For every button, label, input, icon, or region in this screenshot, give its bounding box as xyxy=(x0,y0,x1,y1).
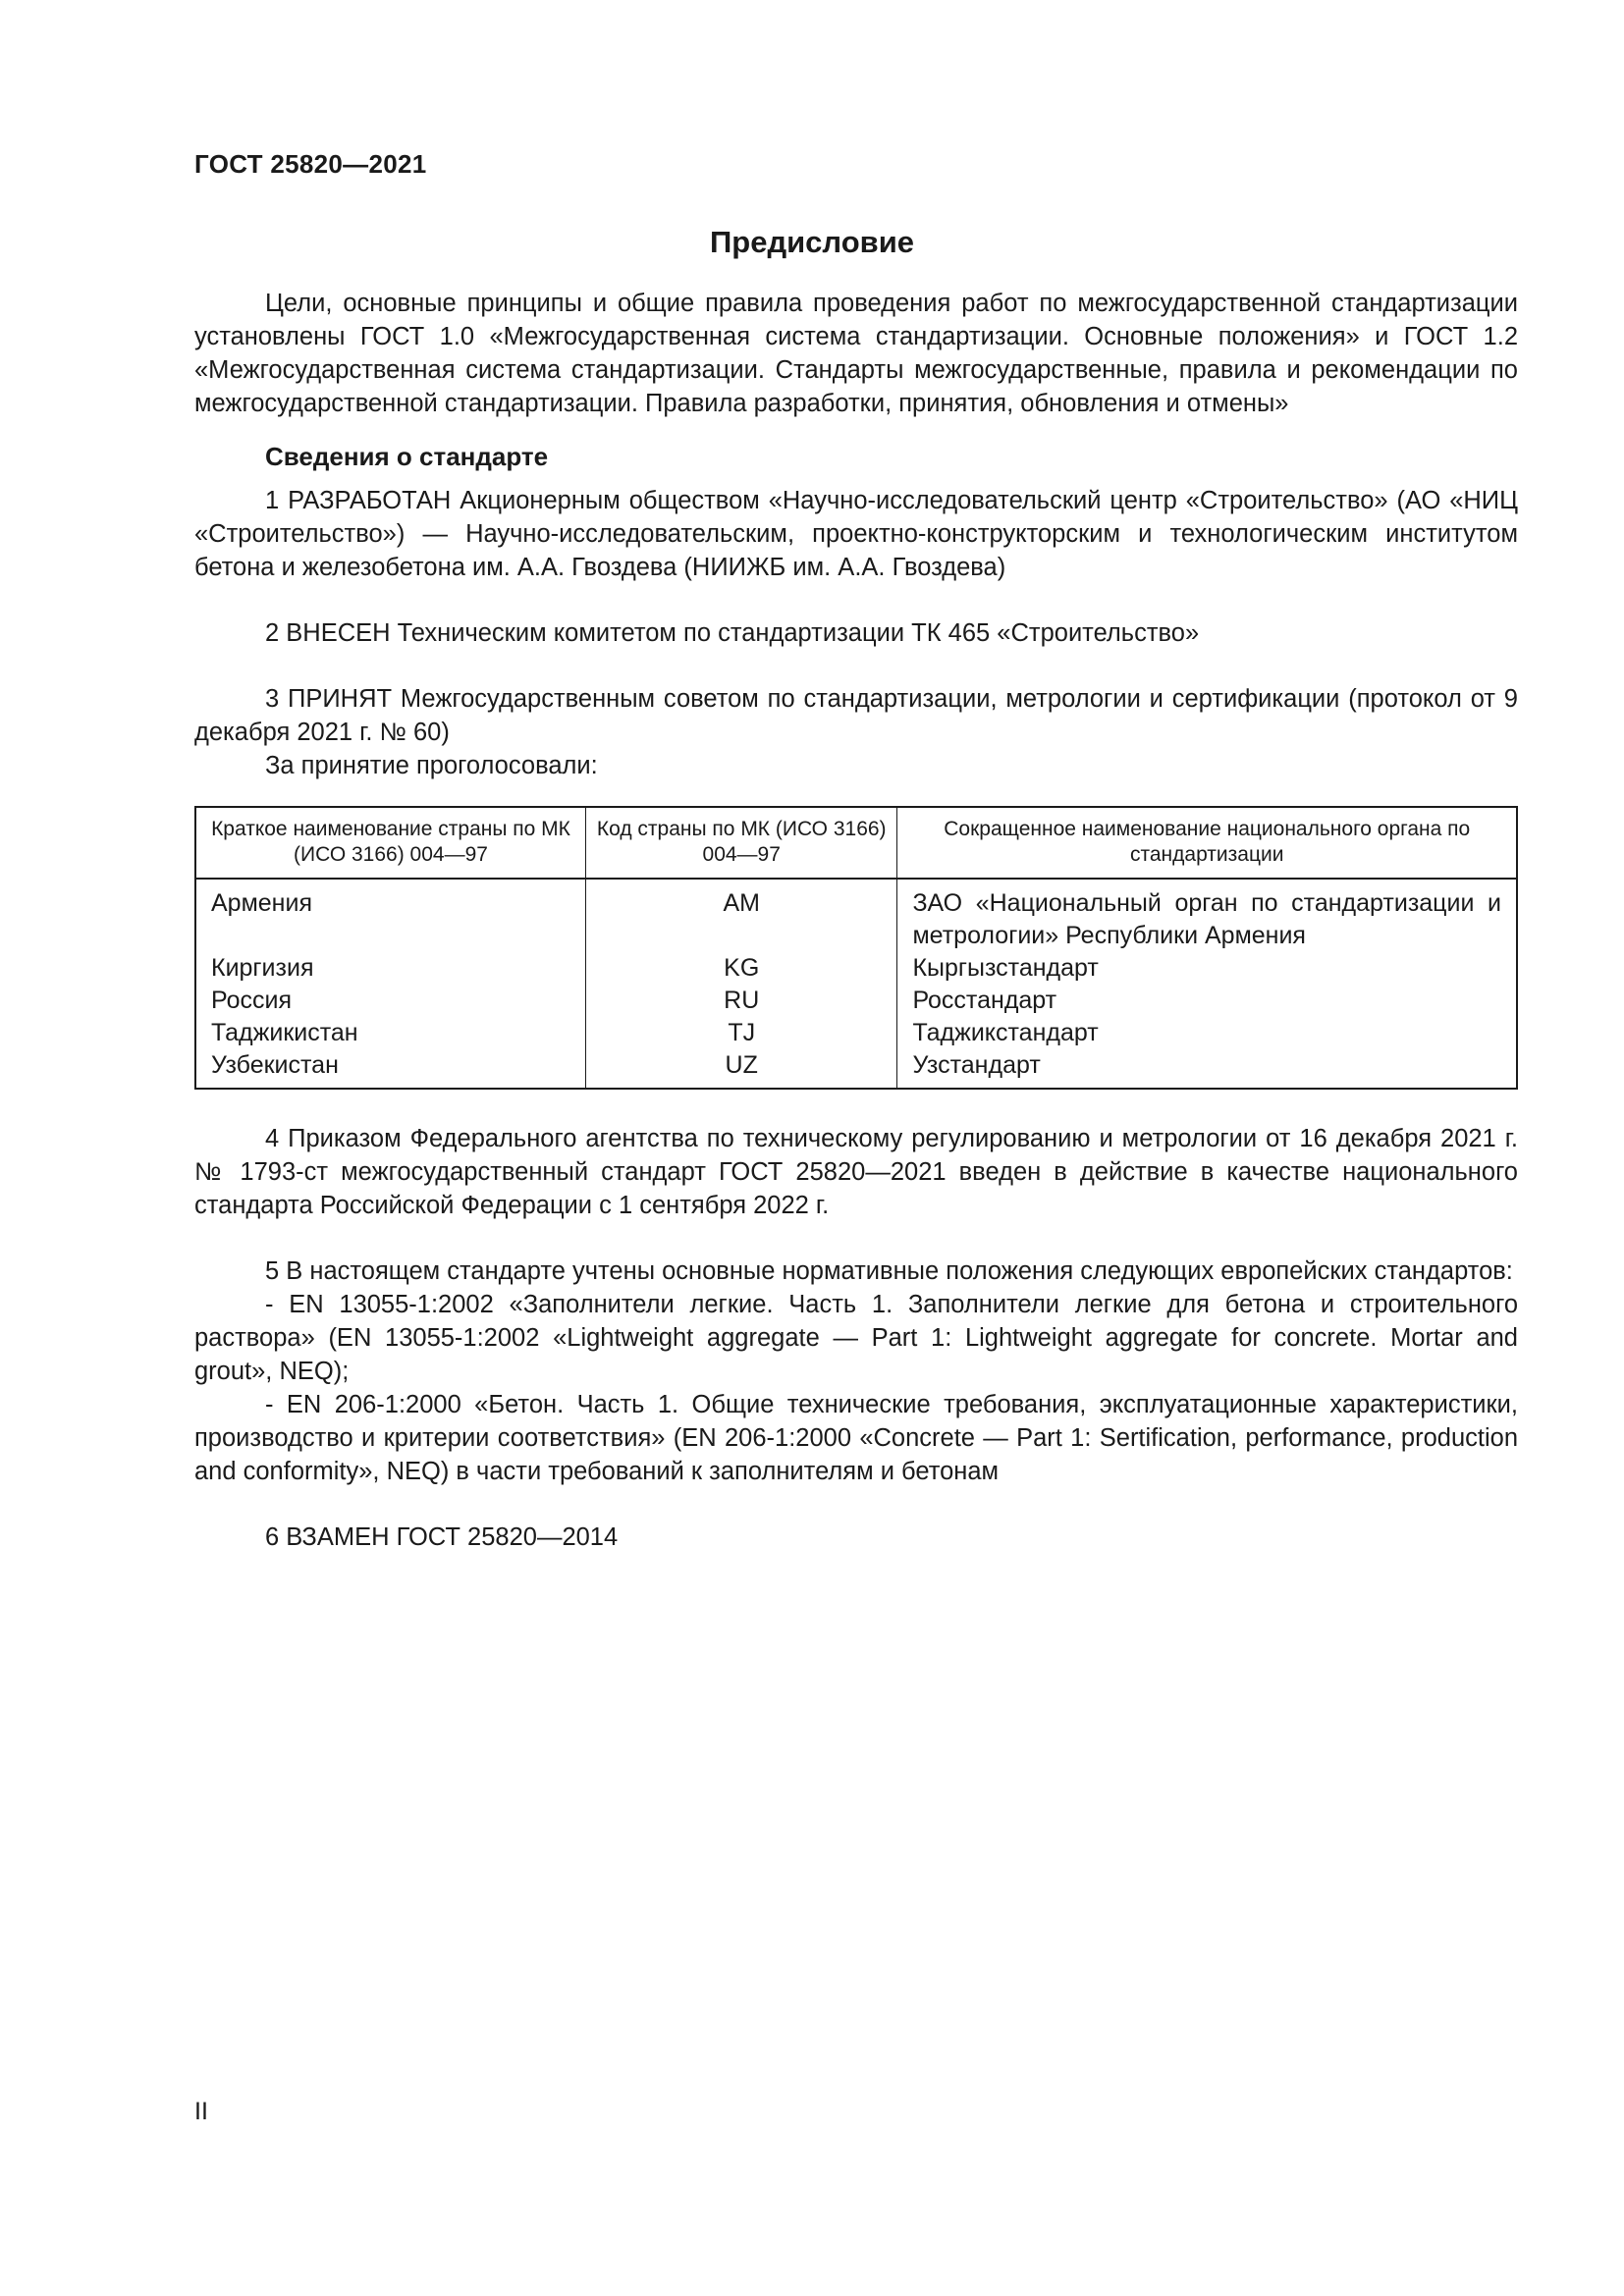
intro-paragraph: Цели, основные принципы и общие правила проведения работ по межгосударственной стандартизации установлены ГОСТ 1.0 «Межгосударственная система стандартизации. Основные положения» и ГОСТ 1.2 «Межгосударственная система стандартизации. Стандарты межгосударственные, правила и рекомендации по межгосударственной стандартизации. Правила разработки, принятия, обновления и отмены» xyxy=(194,290,1518,417)
item-en13055: - EN 13055-1:2002 «Заполнители легкие. Часть 1. Заполнители легкие для бетона и строительного раствора» (EN 13055-1:2002 «Lightweight aggregate — Part 1: Lightweight aggregate for concrete. Mortar and grout», NEQ); xyxy=(194,1291,1518,1385)
item-developed: 1 РАЗРАБОТАН Акционерным обществом «Научно-исследовательский центр «Строительство» (АО «НИЦ «Строительство») — Научно-исследовательским, проектно-конструкторским и технологическим институтом бетона и железобетона им. А.А. Гвоздева (НИИЖБ им. А.А. Гвоздева) xyxy=(194,487,1518,581)
document-number: ГОСТ 25820—2021 xyxy=(194,149,427,179)
table-row xyxy=(195,985,1517,1017)
country-code: AM xyxy=(585,879,896,952)
national-body: Росстандарт xyxy=(897,985,1517,1017)
item-en206: - EN 206-1:2000 «Бетон. Часть 1. Общие технические требования, эксплуатационные характеристики, производство и критерии соответствия» (EN 206-1:2000 «Concrete — Part 1: Sertification, performance, production and conformity», NEQ) в части требований к заполнителям и бетонам xyxy=(194,1391,1518,1485)
table-row xyxy=(195,1017,1517,1049)
table-row xyxy=(195,1049,1517,1089)
country-name: Киргизия xyxy=(211,954,314,982)
item-introduced: 2 ВНЕСЕН Техническим комитетом по стандартизации ТК 465 «Строительство» xyxy=(265,619,1200,647)
header-country-code: Код страны по МК (ИСО 3166) 004—97 xyxy=(585,807,896,879)
header-national-body: Сокращенное наименование национального органа по стандартизации xyxy=(897,807,1517,879)
item-replaces: 6 ВЗАМЕН ГОСТ 25820—2014 xyxy=(265,1523,619,1551)
country-code: UZ xyxy=(585,1049,896,1089)
item-order: 4 Приказом Федерального агентства по техническому регулированию и метрологии от 16 декабря 2021 г. № 1793-ст межгосударственный стандарт ГОСТ 25820—2021 введен в действие в качестве национального стандарта Российской Федерации с 1 сентября 2022 г. xyxy=(194,1125,1518,1219)
page-title: Предисловие xyxy=(709,225,914,259)
country-name: Таджикистан xyxy=(211,1019,358,1046)
document-body xyxy=(194,287,1518,1554)
item-voted: За принятие проголосовали: xyxy=(265,752,598,779)
header-country-name: Краткое наименование страны по МК (ИСО 3166) 004—97 xyxy=(195,807,585,879)
voting-table xyxy=(194,806,1518,1090)
country-name: Россия xyxy=(211,987,292,1014)
national-body: ЗАО «Национальный орган по стандартизации и метрологии» Республики Армения xyxy=(897,879,1517,952)
item-european: 5 В настоящем стандарте учтены основные нормативные положения следующих европейских стандартов: xyxy=(265,1257,1513,1285)
item-adopted: 3 ПРИНЯТ Межгосударственным советом по стандартизации, метрологии и сертификации (протокол от 9 декабря 2021 г. № 60) xyxy=(194,685,1518,746)
table-header-row xyxy=(195,807,1517,879)
national-body: Кыргызстандарт xyxy=(897,952,1517,985)
country-name: Узбекистан xyxy=(211,1051,339,1079)
country-code: RU xyxy=(585,985,896,1017)
country-code: TJ xyxy=(585,1017,896,1049)
country-name: Армения xyxy=(211,889,312,917)
national-body: Узстандарт xyxy=(897,1049,1517,1089)
page-number: II xyxy=(194,2098,208,2125)
table-row xyxy=(195,952,1517,985)
national-body: Таджикстандарт xyxy=(897,1017,1517,1049)
section-heading: Сведения о стандарте xyxy=(265,442,549,471)
table-row xyxy=(195,879,1517,952)
country-code: KG xyxy=(585,952,896,985)
